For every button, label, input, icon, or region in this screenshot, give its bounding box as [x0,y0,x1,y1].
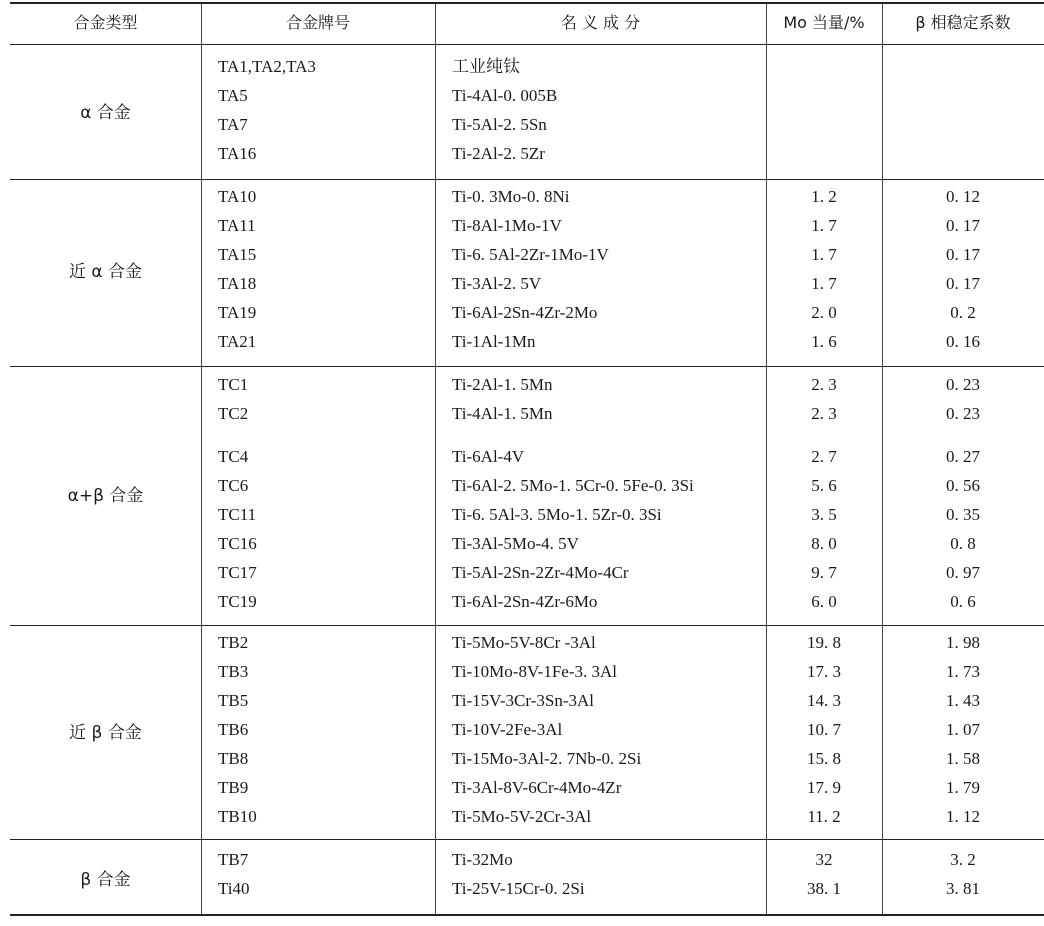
mo-equivalent-value: 19. 8 [807,633,841,652]
beta-coefficient-value: 3. 2 [950,850,976,869]
nominal-composition: Ti-25V-15Cr-0. 2Si [452,879,585,898]
beta-coefficient-value: 1. 98 [946,633,980,652]
group-divider [10,839,1044,840]
mo-equivalent-value: 1. 7 [811,216,837,235]
nominal-composition: Ti-2Al-2. 5Zr [452,144,545,163]
mo-equivalent-value: 2. 3 [811,375,837,394]
mo-equivalent-value: 3. 5 [811,505,837,524]
alloy-grade: TC16 [218,534,257,553]
alloy-type-label: 近 β 合金 [69,723,142,743]
alloy-grade: TA18 [218,274,257,293]
alloy-grade: TC11 [218,505,257,524]
beta-coefficient-value: 0. 23 [946,375,980,394]
column-divider [201,4,202,914]
nominal-composition: Ti-3Al-2. 5V [452,274,542,293]
group-divider [10,179,1044,180]
alloy-grade: TA11 [218,216,256,235]
group-divider [10,625,1044,626]
beta-coefficient-value: 1. 43 [946,691,980,710]
alloy-grade: TA1,TA2,TA3 [218,57,316,76]
alloy-grade: TC6 [218,476,249,495]
mo-equivalent-value: 2. 3 [811,404,837,423]
nominal-composition: Ti-3Al-8V-6Cr-4Mo-4Zr [452,778,622,797]
nominal-composition: Ti-5Mo-5V-8Cr -3Al [452,633,596,652]
mo-equivalent-value: 15. 8 [807,749,841,768]
table-bottom-rule [10,914,1044,916]
alloy-grade: TA15 [218,245,257,264]
alloy-grade: TC4 [218,447,249,466]
alloy-grade: TB8 [218,749,249,768]
alloy-grade: TB6 [218,720,249,739]
nominal-composition: 工业纯钛 [452,57,520,76]
nominal-composition: Ti-5Al-2. 5Sn [452,115,547,134]
header-bottom-rule [10,44,1044,45]
beta-coefficient-value: 3. 81 [946,879,980,898]
alloy-grade: TB5 [218,691,249,710]
header-mo-equivalent: Mo 当量/% [783,13,865,32]
nominal-composition: Ti-0. 3Mo-0. 8Ni [452,187,570,206]
beta-coefficient-value: 0. 23 [946,404,980,423]
nominal-composition: Ti-6Al-2Sn-4Zr-6Mo [452,592,598,611]
mo-equivalent-value: 17. 9 [807,778,841,797]
nominal-composition: Ti-5Mo-5V-2Cr-3Al [452,807,592,826]
alloy-grade: TA21 [218,332,257,351]
group-divider [10,366,1044,367]
alloy-grade: TA10 [218,187,257,206]
mo-equivalent-value: 1. 7 [811,245,837,264]
mo-equivalent-value: 38. 1 [807,879,841,898]
beta-coefficient-value: 0. 8 [950,534,976,553]
alloy-grade: Ti40 [218,879,250,898]
beta-coefficient-value: 1. 58 [946,749,980,768]
mo-equivalent-value: 32 [815,850,833,869]
beta-coefficient-value: 0. 17 [946,274,980,293]
nominal-composition: Ti-8Al-1Mo-1V [452,216,562,235]
nominal-composition: Ti-6Al-4V [452,447,525,466]
beta-coefficient-value: 0. 16 [946,332,980,351]
alloy-grade: TB2 [218,633,249,652]
beta-coefficient-value: 1. 79 [946,778,980,797]
nominal-composition: Ti-15V-3Cr-3Sn-3Al [452,691,594,710]
mo-equivalent-value: 2. 7 [811,447,837,466]
mo-equivalent-value: 6. 0 [811,592,837,611]
header-beta-coefficient: β 相稳定系数 [915,13,1011,32]
beta-coefficient-value: 0. 56 [946,476,980,495]
nominal-composition: Ti-32Mo [452,850,513,869]
nominal-composition: Ti-4Al-0. 005B [452,86,558,105]
beta-coefficient-value: 1. 12 [946,807,980,826]
alloy-grade: TA5 [218,86,248,105]
header-alloy-grade: 合金牌号 [285,13,350,32]
alloy-grade: TB10 [218,807,257,826]
mo-equivalent-value: 1. 6 [811,332,837,351]
nominal-composition: Ti-10V-2Fe-3Al [452,720,563,739]
nominal-composition: Ti-6Al-2Sn-4Zr-2Mo [452,303,598,322]
nominal-composition: Ti-1Al-1Mn [452,332,536,351]
mo-equivalent-value: 11. 2 [807,807,841,826]
alloy-type-label: 近 α 合金 [68,262,142,282]
alloy-grade: TC17 [218,563,257,582]
mo-equivalent-value: 10. 7 [807,720,841,739]
mo-equivalent-value: 14. 3 [807,691,841,710]
nominal-composition: Ti-6. 5Al-3. 5Mo-1. 5Zr-0. 3Si [452,505,662,524]
alloy-grade: TA16 [218,144,257,163]
beta-coefficient-value: 1. 73 [946,662,980,681]
mo-equivalent-value: 17. 3 [807,662,841,681]
mo-equivalent-value: 8. 0 [811,534,837,553]
mo-equivalent-value: 9. 7 [811,563,837,582]
alloy-grade: TB7 [218,850,249,869]
alloy-grade: TB9 [218,778,249,797]
beta-coefficient-value: 0. 17 [946,216,980,235]
beta-coefficient-value: 0. 2 [950,303,976,322]
nominal-composition: Ti-5Al-2Sn-2Zr-4Mo-4Cr [452,563,629,582]
beta-coefficient-value: 1. 07 [946,720,980,739]
mo-equivalent-value: 1. 2 [811,187,837,206]
nominal-composition: Ti-4Al-1. 5Mn [452,404,553,423]
alloy-grade: TC2 [218,404,249,423]
table-top-rule [10,2,1044,4]
alloy-type-label: β 合金 [80,870,131,890]
mo-equivalent-value: 2. 0 [811,303,837,322]
header-nominal-composition: 名 义 成 分 [560,13,641,32]
beta-coefficient-value: 0. 17 [946,245,980,264]
nominal-composition: Ti-10Mo-8V-1Fe-3. 3Al [452,662,617,681]
nominal-composition: Ti-15Mo-3Al-2. 7Nb-0. 2Si [452,749,642,768]
beta-coefficient-value: 0. 27 [946,447,980,466]
nominal-composition: Ti-6. 5Al-2Zr-1Mo-1V [452,245,609,264]
alloy-grade: TC19 [218,592,257,611]
alloy-grade: TA7 [218,115,248,134]
alloy-type-label: α+β 合金 [67,486,144,506]
column-divider [435,4,436,914]
beta-coefficient-value: 0. 35 [946,505,980,524]
mo-equivalent-value: 1. 7 [811,274,837,293]
header-alloy-type: 合金类型 [73,13,138,32]
mo-equivalent-value: 5. 6 [811,476,837,495]
alloy-type-label: α 合金 [80,103,131,123]
alloy-grade: TB3 [218,662,249,681]
nominal-composition: Ti-3Al-5Mo-4. 5V [452,534,579,553]
beta-coefficient-value: 0. 12 [946,187,980,206]
beta-coefficient-value: 0. 97 [946,563,980,582]
alloy-grade: TC1 [218,375,249,394]
nominal-composition: Ti-2Al-1. 5Mn [452,375,553,394]
nominal-composition: Ti-6Al-2. 5Mo-1. 5Cr-0. 5Fe-0. 3Si [452,476,694,495]
beta-coefficient-value: 0. 6 [950,592,976,611]
alloy-grade: TA19 [218,303,257,322]
